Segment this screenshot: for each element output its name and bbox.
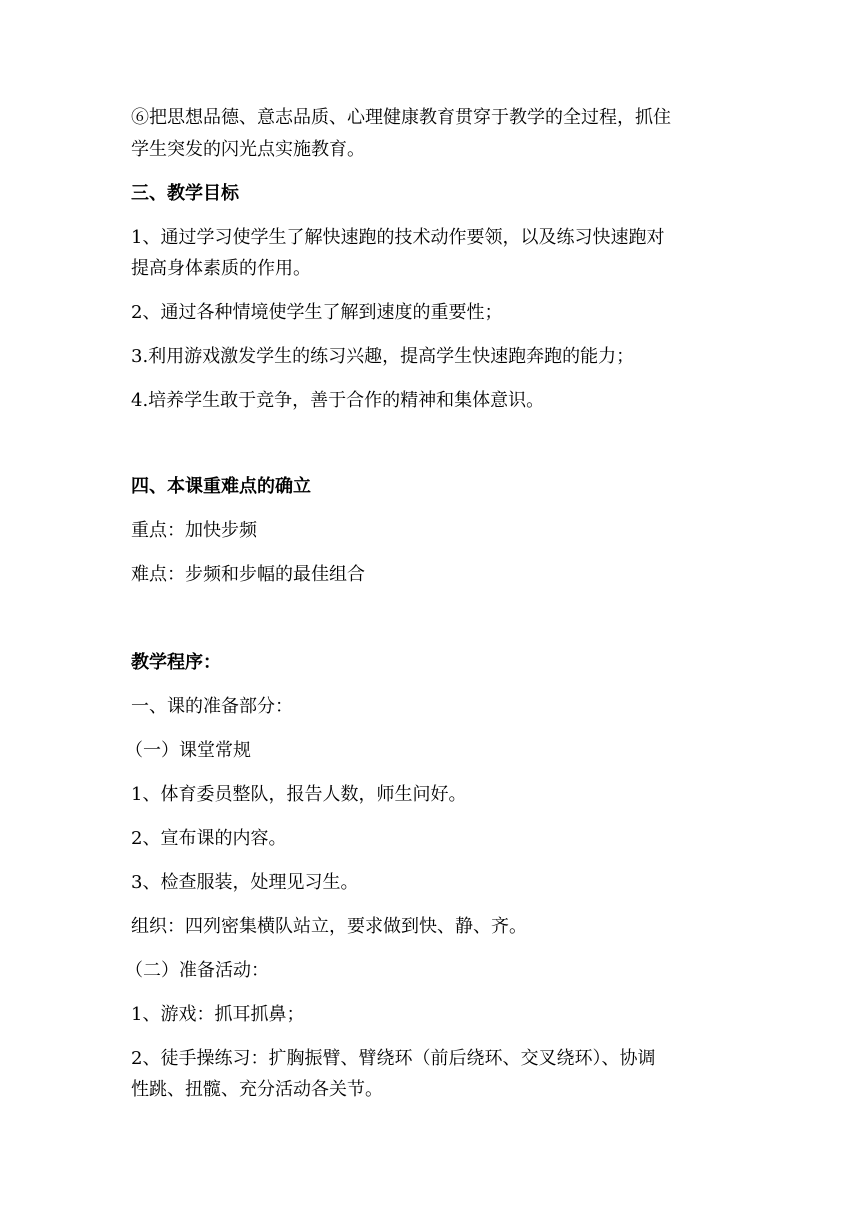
section-heading-key-points: 四、本课重难点的确立 bbox=[131, 476, 311, 497]
warmup-item-1: 1、游戏：抓耳抓鼻； bbox=[131, 1004, 305, 1025]
objective-3: 3.利用游戏激发学生的练习兴趣，提高学生快速跑奔跑的能力； bbox=[131, 346, 635, 367]
paragraph-line: ⑥把思想品德、意志品质、心理健康教育贯穿于教学的全过程，抓住 bbox=[131, 107, 671, 128]
warmup-item-2-line-2: 性跳、扭髋、充分活动各关节。 bbox=[131, 1079, 383, 1100]
section-heading-objectives: 三、教学目标 bbox=[131, 183, 239, 204]
routine-item-1: 1、体育委员整队，报告人数，师生问好。 bbox=[131, 784, 467, 805]
objective-1-line-2: 提高身体素质的作用。 bbox=[131, 258, 311, 279]
key-point: 重点：加快步频 bbox=[131, 520, 257, 541]
subsection-warmup: （二）准备活动： bbox=[125, 960, 269, 981]
procedure-heading: 教学程序： bbox=[131, 652, 221, 673]
warmup-item-2-line-1: 2、徒手操练习：扩胸振臂、臂绕环（前后绕环、交叉绕环）、协调 bbox=[131, 1048, 656, 1069]
routine-item-3: 3、检查服装，处理见习生。 bbox=[131, 872, 359, 893]
organization-note: 组织：四列密集横队站立，要求做到快、静、齐。 bbox=[131, 916, 527, 937]
part-1-heading: 一、课的准备部分： bbox=[131, 696, 293, 717]
routine-item-2: 2、宣布课的内容。 bbox=[131, 828, 287, 849]
paragraph-line: 学生突发的闪光点实施教育。 bbox=[131, 139, 365, 160]
objective-4: 4.培养学生敢于竞争，善于合作的精神和集体意识。 bbox=[131, 390, 545, 411]
objective-1-line-1: 1、通过学习使学生了解快速跑的技术动作要领，以及练习快速跑对 bbox=[131, 227, 665, 248]
difficult-point: 难点：步频和步幅的最佳组合 bbox=[131, 564, 365, 585]
objective-2: 2、通过各种情境使学生了解到速度的重要性； bbox=[131, 302, 503, 323]
subsection-routine: （一）课堂常规 bbox=[125, 740, 251, 761]
